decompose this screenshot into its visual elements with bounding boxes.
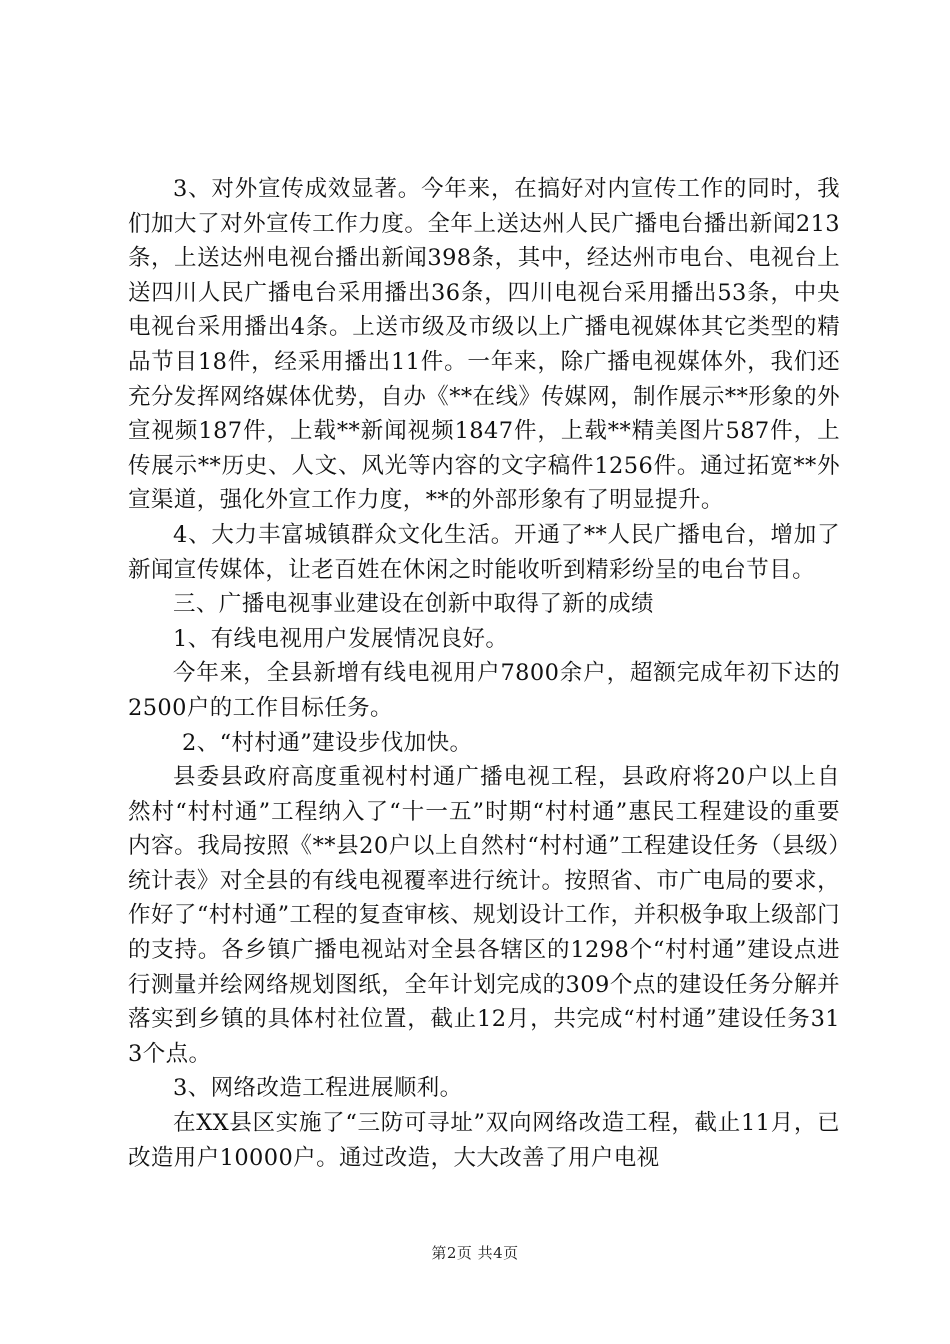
subheading-cable-users: 1、有线电视用户发展情况良好。 (173, 625, 509, 652)
paragraph-network-upgrade: 在XX县区实施了“三防可寻址”双向网络改造工程，截止11月，已改造用户10000户。通过改造，大大改善了用户电视 (128, 1110, 840, 1171)
paragraph-external-publicity: 3、对外宣传成效显著。今年来，在搞好对内宣传工作的同时，我们加大了对外宣传工作力度。全年上送达州人民广播电台播出新闻213条，上送达州电视台播出新闻398条，其中，经达州市电台、电视台上送四川人民广播电台采用播出36条，四川电视台采用播出53条，中央电视台采用播出4条。上送市级及市级以上广播电视媒体其它类型的精品节目18件，经采用播出11件。一年来，除广播电视媒体外，我们还充分发挥网络媒体优势，自办《**在线》传媒网，制作展示**形象的外宣视频187件，上载**新闻视频1847件，上载**精美图片587件，上传展示**历史、人文、风光等内容的文字稿件1256件。通过拓宽**外宣渠道，强化外宣工作力度，**的外部形象有了明显提升。 (128, 176, 840, 514)
page-footer: 第2页 共4页 (431, 1244, 519, 1262)
paragraph-cable-users: 今年来，全县新增有线电视用户7800余户，超额完成年初下达的2500户的工作目标任务。 (128, 660, 840, 721)
subheading-network-upgrade: 3、网络改造工程进展顺利。 (173, 1075, 463, 1102)
paragraph-village-access: 县委县政府高度重视村村通广播电视工程，县政府将20户以上自然村“村村通”工程纳入了“十一五”时期“村村通”惠民工程建设的重要内容。我局按照《**县20户以上自然村“村村通”工程建设任务（县级）统计表》对全县的有线电视覆率进行统计。按照省、市广电局的要求，作好了“村村通”工程的复查审核、规划设计工作，并积极争取上级部门的支持。各乡镇广播电视站对全县各辖区的1298个“村村通”建设点进行测量并绘网络规划图纸，全年计划完成的309个点的建设任务分解并落实到乡镇的具体村社位置，截止12月，共完成“村村通”建设任务313个点。 (128, 764, 840, 1067)
subheading-village-access: 2、“村村通”建设步伐加快。 (182, 729, 473, 756)
section-heading-three: 三、广播电视事业建设在创新中取得了新的成绩 (173, 591, 654, 618)
paragraph-culture-life: 4、大力丰富城镇群众文化生活。开通了**人民广播电台，增加了新闻宣传媒体，让老百姓在休闲之时能收听到精彩纷呈的电台节目。 (128, 521, 840, 583)
document-body (128, 172, 840, 1175)
